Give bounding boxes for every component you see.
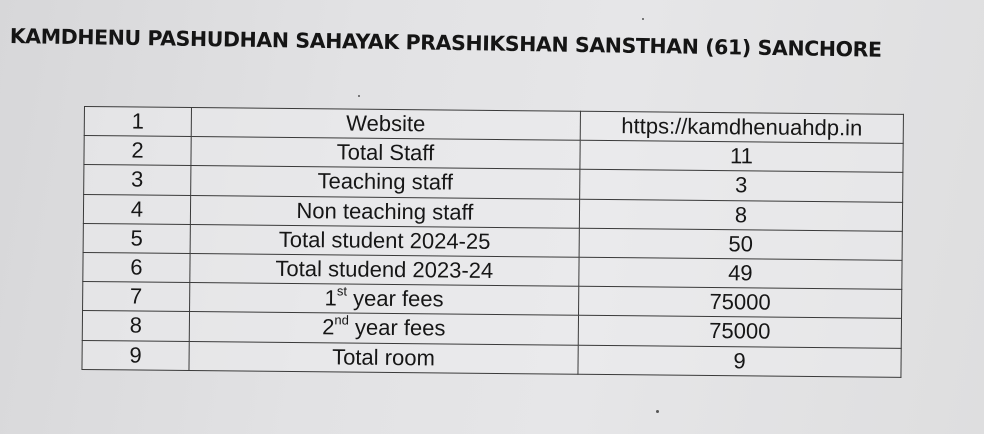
row-label: Website bbox=[191, 108, 580, 141]
paper-speck bbox=[642, 18, 644, 20]
row-label bbox=[189, 312, 578, 345]
row-value: 50 bbox=[579, 228, 902, 260]
row-number: 3 bbox=[84, 165, 191, 195]
row-value: https://kamdhenuahdp.in bbox=[580, 111, 903, 143]
row-label bbox=[189, 283, 578, 316]
row-value: 49 bbox=[579, 257, 902, 289]
ordinal-suffix: st bbox=[336, 283, 348, 299]
row-number: 1 bbox=[84, 107, 191, 137]
row-value: 11 bbox=[580, 140, 903, 172]
row-value: 9 bbox=[578, 345, 901, 377]
ordinal-number: 2 bbox=[322, 314, 335, 340]
ordinal-suffix: nd bbox=[334, 312, 349, 328]
row-number: 7 bbox=[83, 282, 190, 312]
institute-heading: KAMDHENU PASHUDHAN SAHAYAK PRASHIKSHAN SANSTHAN (61) SANCHORE bbox=[9, 24, 882, 62]
paper-speck bbox=[656, 410, 659, 413]
info-table-wrapper bbox=[81, 106, 903, 378]
row-label: Total studend 2023-24 bbox=[190, 253, 579, 286]
row-number: 9 bbox=[82, 340, 189, 370]
row-label: Total Staff bbox=[191, 137, 580, 170]
row-label-text: year fees bbox=[348, 314, 446, 341]
row-label: Non teaching staff bbox=[190, 195, 579, 228]
row-value: 3 bbox=[580, 170, 903, 202]
paper-speck bbox=[358, 95, 360, 97]
info-table bbox=[81, 106, 903, 378]
row-label: Teaching staff bbox=[191, 166, 580, 199]
row-label: Total student 2024-25 bbox=[190, 224, 579, 257]
row-number: 2 bbox=[84, 136, 191, 166]
row-number: 5 bbox=[83, 223, 190, 253]
row-value: 75000 bbox=[578, 316, 901, 348]
row-value: 8 bbox=[579, 199, 902, 231]
row-value: 75000 bbox=[578, 286, 901, 318]
row-label: Total room bbox=[189, 341, 578, 374]
row-number: 4 bbox=[83, 194, 190, 224]
ordinal-number: 1 bbox=[324, 285, 337, 311]
row-number: 6 bbox=[83, 252, 190, 282]
row-number: 8 bbox=[82, 311, 189, 341]
row-label-text: year fees bbox=[346, 285, 444, 312]
